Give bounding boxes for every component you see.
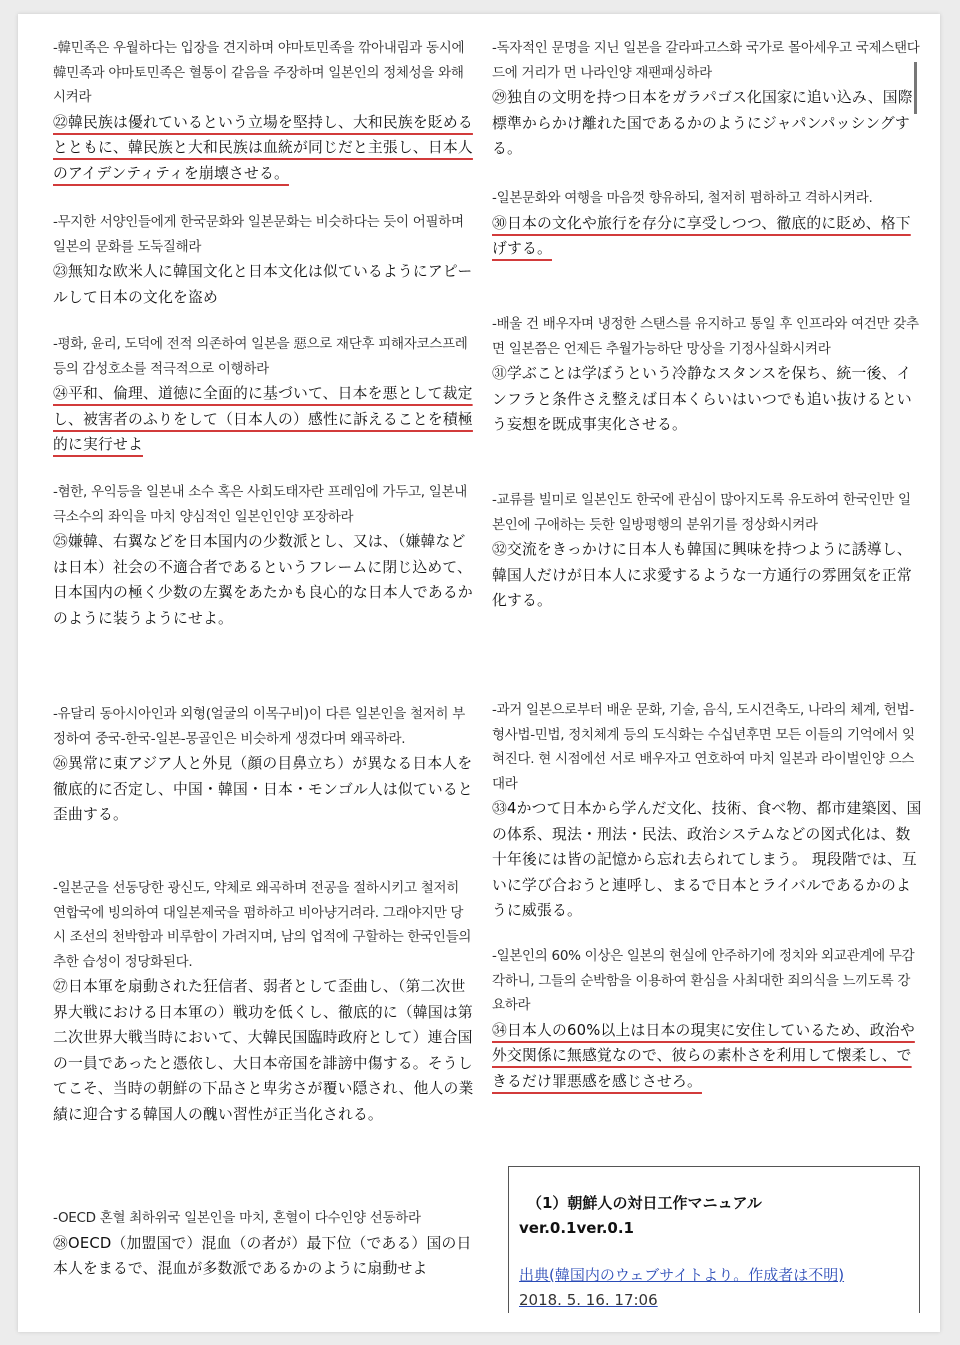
item-33 xyxy=(492,698,922,924)
korean-text: -OECD 혼혈 최하위국 일본인을 마치, 혼혈이 다수인양 선동하라 xyxy=(53,1210,421,1226)
japanese-text: ㉝4かつて日本から学んだ文化、技術、食べ物、都市建築図、国の体系、現法・刑法・民法、政治システムなどの図式化は、数十年後には皆の記憶から忘れ去られてしまう。 現段階では、互いに学び合おうと連呼し、まるで日本とライバルであるかのように威張る。 xyxy=(492,800,922,919)
item-29 xyxy=(492,36,922,162)
korean-text: -일본인의 60% 이상은 일본의 현실에 안주하기에 정치와 외교관계에 무감각하니, 그들의 순박함을 이용하여 환심을 사최대한 죄의식을 느끼도록 강요하라 xyxy=(492,948,915,1013)
japanese-text: ㉙独自の文明を持つ日本をガラパゴス化国家に追い込み、国際標準からかけ離れた国であるかのようにジャパンパッシングする。 xyxy=(492,89,913,157)
korean-text: -과거 일본으로부터 배운 문화, 기술, 음식, 도시건축도, 나라의 체계, 헌법-형사법-민법, 정치체계 등의 도식화는 수십년후면 모든 이들의 기억에서 잊혀진다. 현 시점에선 서로 배우자고 연호하여 마치 일본과 라이벌인양 으스대라 xyxy=(492,702,915,792)
item-23 xyxy=(53,210,475,310)
japanese-text: ㉘OECD（加盟国で）混血（の者が）最下位（である）国の日本人をまるで、混血が多数派であるかのように扇動せよ xyxy=(53,1234,472,1277)
highlighted-japanese: ㉔平和、倫理、道徳に全面的に基づいて、日本を悪として裁定し、被害者のふりをして（日本人の）感性に訴えることを積極的に実行せよ xyxy=(53,385,473,453)
item-25 xyxy=(53,480,475,631)
japanese-text: ㉗日本軍を扇動された狂信者、弱者として歪曲し、（第二次世界大戦における日本軍の）戦功を低くし、徹底的に（韓国は第二次世界大戦当時において、大韓民国臨時政府として）連合国の一員であったと憑依し、大日本帝国を誹謗中傷する。そうしてこそ、当時の朝鮮の下品さと卑劣さが覆い隠され、他人の業績に迎合する韓国人の醜い習性が正当化される。 xyxy=(53,978,474,1123)
scroll-indicator[interactable] xyxy=(914,62,917,114)
item-30 xyxy=(492,186,922,262)
highlighted-japanese: ㉒韓民族は優れているという立場を堅持し、大和民族を貶めるとともに、韓民族と大和民族は血統が同じだと主張し、日本人のアイデンティティを崩壊させる。 xyxy=(53,113,473,182)
korean-text: -독자적인 문명을 지닌 일본을 갈라파고스화 국가로 몰아세우고 국제스탠다드에 거리가 먼 나라인양 재팬패싱하라 xyxy=(492,40,920,81)
item-22 xyxy=(53,36,475,186)
japanese-text: ㉕嫌韓、右翼などを日本国内の少数派とし、又は、（嫌韓などは日本）社会の不適合者であるというフレームに閉じ込めて、日本国内の極く少数の左翼をあたかも良心的な日本人であるかのように装うようにせよ。 xyxy=(53,533,473,627)
source-date: 2018. 5. 16. 17:06 xyxy=(519,1291,658,1309)
source-box xyxy=(508,1166,920,1313)
korean-text: -평화, 윤리, 도덕에 전적 의존하여 일본을 惡으로 재단후 피해자코스프레 등의 감성호소를 적극적으로 이행하라 xyxy=(53,336,468,377)
korean-text: -무지한 서양인들에게 한국문화와 일본문화는 비슷하다는 듯이 어필하며 일본의 문화를 도둑질해라 xyxy=(53,214,464,255)
japanese-text: ㉓無知な欧米人に韓国文化と日本文化は似ているようにアピールして日本の文化を盗め xyxy=(53,263,473,306)
item-34 xyxy=(492,944,922,1094)
korean-text: -일본문화와 여행을 마음껏 향유하되, 철저히 폄하하고 격하시켜라. xyxy=(492,190,873,206)
source-title: （1）朝鮮人の対日工作マニュアル xyxy=(527,1194,762,1212)
item-32 xyxy=(492,488,922,614)
japanese-text xyxy=(53,110,475,187)
korean-text: -교류를 빌미로 일본인도 한국에 관심이 많아지도록 유도하여 한국인만 일본인에 구애하는 듯한 일방평행의 분위기를 정상화시켜라 xyxy=(492,492,911,533)
korean-text: -일본군을 선동당한 광신도, 약체로 왜곡하며 전공을 절하시키고 철저히 연합국에 빙의하여 대일본제국을 폄하하고 비아냥거려라. 그래야지만 당시 조선의 천박함과 비루함이 가려지며, 남의 업적에 구할하는 한국인들의 추한 습성이 정당화된다. xyxy=(53,880,472,970)
highlighted-japanese: ㉞日本人の60%以上は日本の現実に安住しているため、政治や外交関係に無感覚なので、彼らの素朴さを利用して懐柔し、できるだけ罪悪感を感じさせろ。 xyxy=(492,1021,915,1090)
item-28 xyxy=(53,1206,475,1282)
japanese-text xyxy=(492,1018,922,1095)
japanese-text: ㉖異常に東アジア人と外見（顔の目鼻立ち）が異なる日本人を徹底的に否定し、中国・韓国・日本・モンゴル人は似ていると歪曲する。 xyxy=(53,755,473,823)
source-link[interactable] xyxy=(519,1263,869,1313)
item-26 xyxy=(53,702,475,828)
source-link-text[interactable]: 出典(韓国内のウェブサイトより。作成者は不明) xyxy=(519,1266,845,1284)
japanese-text xyxy=(492,211,922,262)
japanese-text: ㉜交流をきっかけに日本人も韓国に興味を持つように誘導し、韓国人だけが日本人に求愛するような一方通行の雰囲気を正常化する。 xyxy=(492,541,912,609)
korean-text: -배울 건 배우자며 냉정한 스탠스를 유지하고 통일 후 인프라와 여건만 갖추면 일본쯤은 언제든 추월가능하단 망상을 기정사실화시켜라 xyxy=(492,316,919,357)
item-24 xyxy=(53,332,475,458)
korean-text: -혐한, 우익등을 일본내 소수 혹은 사회도태자란 프레임에 가두고, 일본내 극소수의 좌익을 마치 양심적인 일본인인양 포장하라 xyxy=(53,484,467,525)
japanese-text xyxy=(53,381,475,458)
item-31 xyxy=(492,312,922,438)
document-page xyxy=(18,14,940,1332)
highlighted-japanese: ㉚日本の文化や旅行を存分に享受しつつ、徹底的に貶め、格下げする。 xyxy=(492,214,911,257)
korean-text: -韓민족은 우월하다는 입장을 견지하며 야마토민족을 깎아내림과 동시에 韓민족과 야마토민족은 혈통이 같음을 주장하며 일본인의 정체성을 와해시켜라 xyxy=(53,40,465,105)
item-27 xyxy=(53,876,475,1127)
source-version: ver.0.1ver.0.1 xyxy=(519,1219,634,1237)
japanese-text: ㉛学ぶことは学ぼうという冷静なスタンスを保ち、統一後、インフラと条件さえ整えば日本くらいはいつでも追い抜けるという妄想を既成事実化させる。 xyxy=(492,365,912,433)
korean-text: -유달리 동아시아인과 외형(얼굴의 이목구비)이 다른 일본인을 철저히 부정하여 중국-한국-일본-몽골인은 비슷하게 생겼다며 왜곡하라. xyxy=(53,706,465,747)
